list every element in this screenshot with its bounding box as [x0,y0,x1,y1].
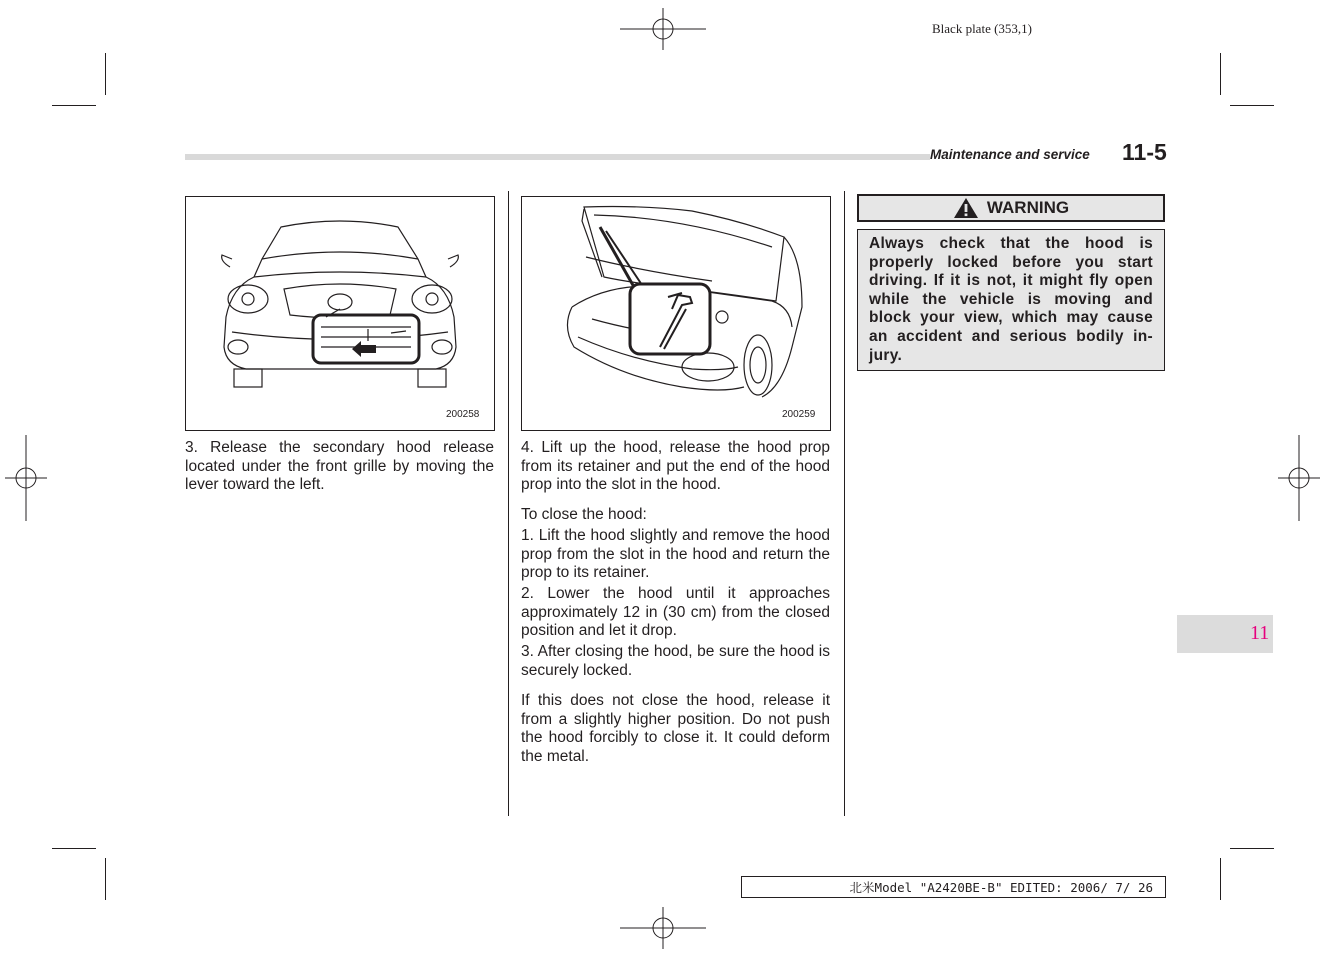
warning-header [857,194,1165,222]
registration-mark-right [1278,435,1320,521]
figure-front-grille [185,196,495,431]
open-hood-illustration [522,197,830,430]
step-3-release: 3. Release the secondary hood release located under the front grille by moving the lever toward the left. [185,439,494,494]
edit-footer: 北米Model "A2420BE-B" EDITED: 2006/ 7/ 26 [741,876,1166,898]
page-number: 11-5 [1122,139,1167,165]
close-step-2: 2. Lower the hood until it approaches approximately 12 in (30 cm) from the closed position and let it drop. [521,585,830,640]
figure-id: 200258 [446,409,480,420]
close-note: If this does not close the hood, release it from a slightly higher position. Do not push the hood forcibly to close it. It could deform the metal. [521,692,830,765]
section-title: Maintenance and service [930,147,1090,162]
header-rule [185,154,930,160]
chapter-tab-number: 11 [1250,622,1270,644]
warning-title: WARNING [986,198,1070,217]
car-front-illustration [186,197,494,430]
column-divider [844,191,845,816]
close-hood-heading: To close the hood: [521,506,647,523]
warning-text: Always check that the hood is properly locked before you start driving. If it is not, it might fly open while the vehicle is moving and block your view, which may cause an accident and serious bodily in-jury. [869,235,1153,364]
warning-box [857,229,1165,371]
step-4-lift-hood: 4. Lift up the hood, release the hood prop from its retainer and put the end of the hood prop into the slot in the hood. [521,439,830,494]
figure-id: 200259 [782,409,816,420]
column-divider [508,191,509,816]
figure-hood-prop [521,196,831,431]
registration-mark-left [5,435,47,521]
close-step-1: 1. Lift the hood slightly and remove the hood prop from the slot in the hood and return the prop to its retainer. [521,527,830,582]
warning-triangle-icon [953,197,979,219]
close-step-3: 3. After closing the hood, be sure the hood is securely locked. [521,643,830,679]
registration-mark-top [620,8,706,50]
plate-label: Black plate (353,1) [932,21,1032,36]
registration-mark-bottom [620,907,706,949]
